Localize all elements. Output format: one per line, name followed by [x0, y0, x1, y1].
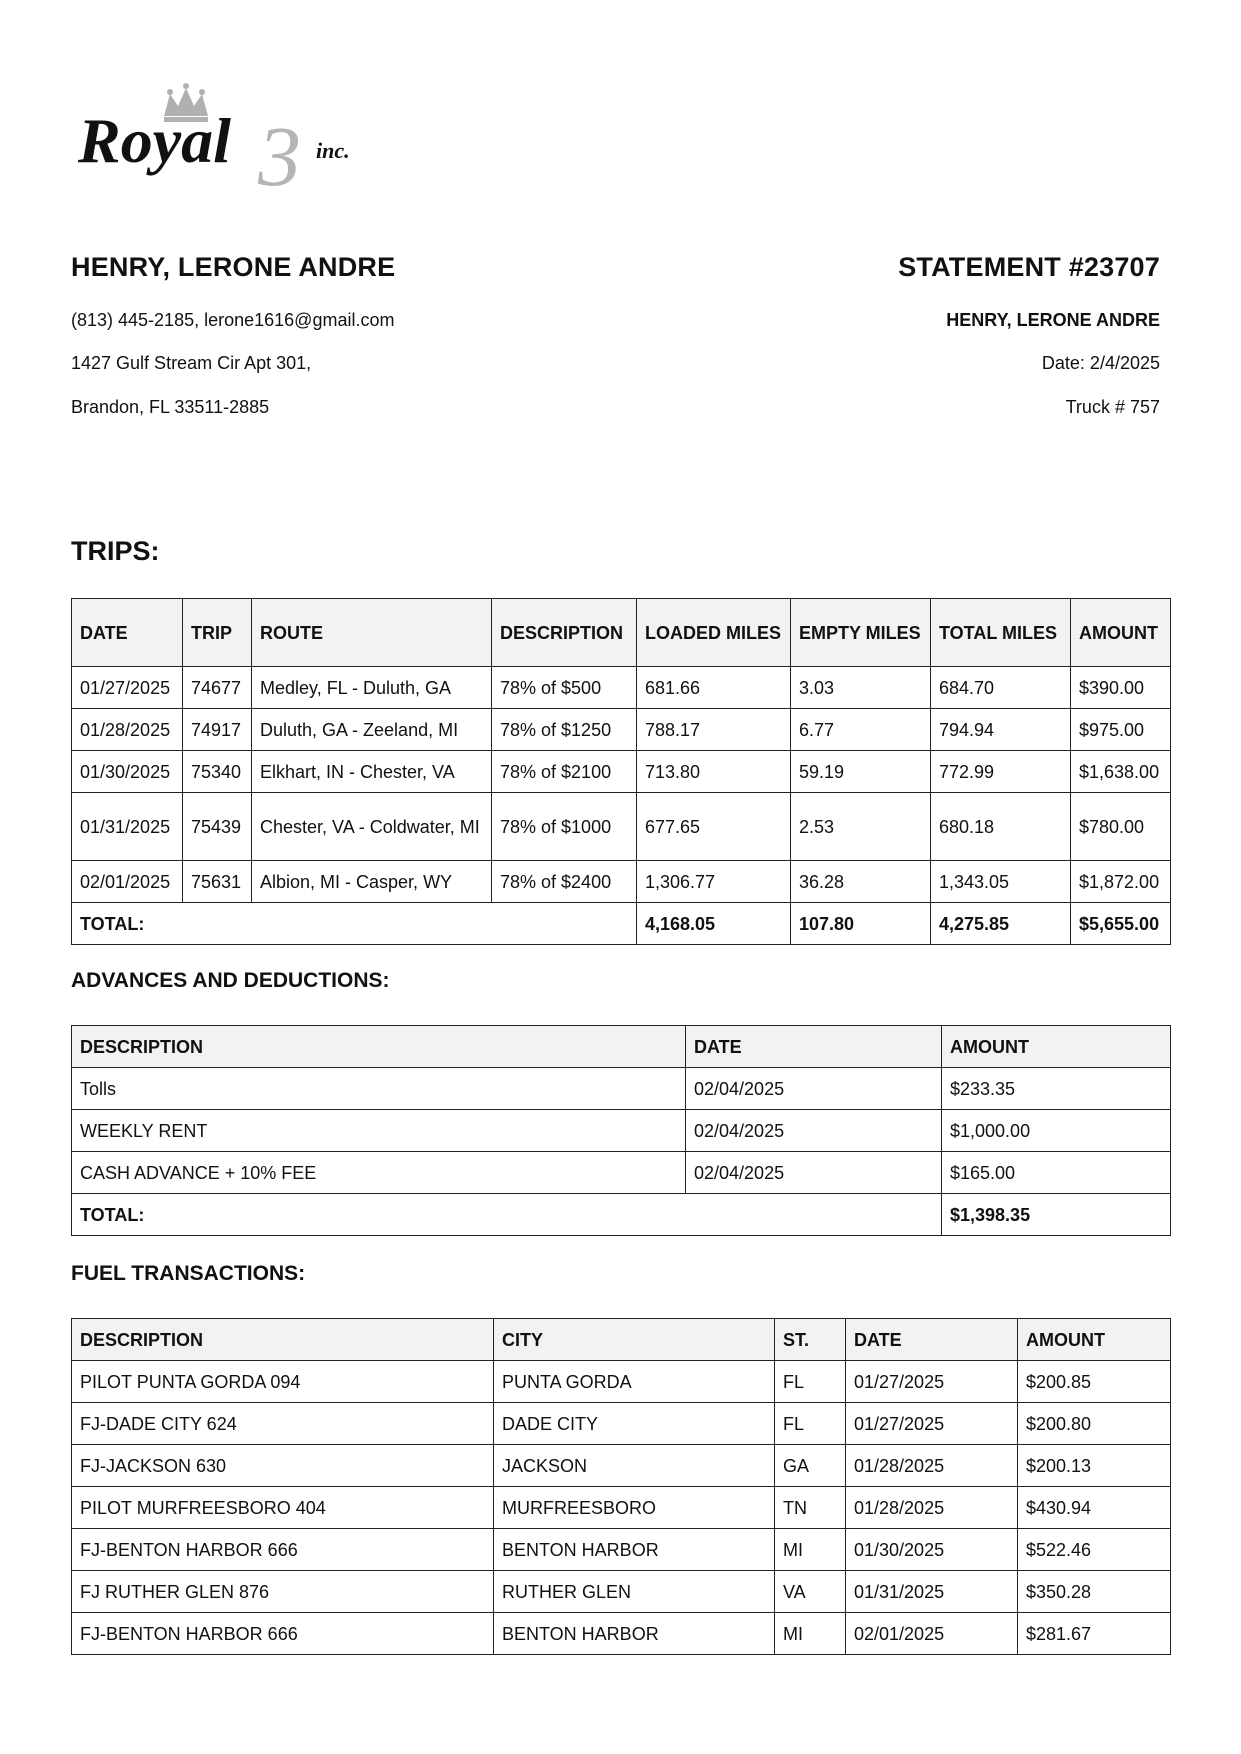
table-cell: FJ-JACKSON 630: [72, 1445, 494, 1487]
column-header: ST.: [775, 1319, 846, 1361]
table-cell: $430.94: [1018, 1487, 1171, 1529]
table-cell: FL: [775, 1361, 846, 1403]
table-cell: 01/28/2025: [846, 1445, 1018, 1487]
table-cell: 772.99: [931, 751, 1071, 793]
statement-date: Date: 2/4/2025: [1041, 353, 1160, 373]
table-cell: 713.80: [637, 751, 791, 793]
table-cell: MI: [775, 1613, 846, 1655]
table-cell: VA: [775, 1571, 846, 1613]
table-row: [72, 1445, 1171, 1487]
table-row: [72, 1110, 1171, 1152]
table-row: [72, 793, 1171, 861]
table-cell: JACKSON: [494, 1445, 775, 1487]
company-logo: [78, 80, 378, 190]
driver-name-heading: HENRY, LERONE ANDRE: [71, 252, 396, 282]
table-cell: $165.00: [942, 1152, 1171, 1194]
table-cell: 78% of $1000: [492, 793, 637, 861]
statement-driver-name: HENRY, LERONE ANDRE: [946, 310, 1160, 330]
table-row: [72, 667, 1171, 709]
fuel-header-row: [72, 1319, 1171, 1361]
table-cell: $1,872.00: [1071, 861, 1171, 903]
table-cell: 74677: [183, 667, 252, 709]
table-cell: 02/04/2025: [686, 1068, 942, 1110]
table-cell: $200.13: [1018, 1445, 1171, 1487]
column-header: DATE: [72, 599, 183, 667]
table-cell: BENTON HARBOR: [494, 1613, 775, 1655]
total-miles: 4,275.85: [931, 903, 1071, 945]
table-cell: DADE CITY: [494, 1403, 775, 1445]
table-row: [72, 1403, 1171, 1445]
table-cell: 02/04/2025: [686, 1152, 942, 1194]
fuel-section-title: FUEL TRANSACTIONS:: [71, 1262, 306, 1285]
table-cell: 02/01/2025: [72, 861, 183, 903]
table-cell: FJ-BENTON HARBOR 666: [72, 1613, 494, 1655]
table-cell: 677.65: [637, 793, 791, 861]
table-cell: 01/31/2025: [846, 1571, 1018, 1613]
table-cell: 02/01/2025: [846, 1613, 1018, 1655]
fuel-table: [71, 1318, 1171, 1655]
table-cell: FJ-DADE CITY 624: [72, 1403, 494, 1445]
table-cell: 01/27/2025: [72, 667, 183, 709]
table-cell: 1,343.05: [931, 861, 1071, 903]
table-cell: BENTON HARBOR: [494, 1529, 775, 1571]
total-amount: $1,398.35: [942, 1194, 1171, 1236]
table-cell: 75631: [183, 861, 252, 903]
table-cell: Tolls: [72, 1068, 686, 1110]
table-row: [72, 709, 1171, 751]
table-row: [72, 751, 1171, 793]
table-cell: Elkhart, IN - Chester, VA: [252, 751, 492, 793]
statement-number-heading: STATEMENT #23707: [898, 252, 1160, 282]
table-cell: FJ-BENTON HARBOR 666: [72, 1529, 494, 1571]
table-cell: Duluth, GA - Zeeland, MI: [252, 709, 492, 751]
total-amount: $5,655.00: [1071, 903, 1171, 945]
table-cell: 74917: [183, 709, 252, 751]
table-row: [72, 1529, 1171, 1571]
column-header: DATE: [686, 1026, 942, 1068]
table-cell: 3.03: [791, 667, 931, 709]
table-row: [72, 1487, 1171, 1529]
table-cell: 75439: [183, 793, 252, 861]
table-cell: 78% of $2100: [492, 751, 637, 793]
table-cell: 01/31/2025: [72, 793, 183, 861]
column-header: AMOUNT: [942, 1026, 1171, 1068]
table-cell: 794.94: [931, 709, 1071, 751]
table-cell: $522.46: [1018, 1529, 1171, 1571]
driver-contact: (813) 445-2185, lerone1616@gmail.com: [71, 310, 395, 330]
table-cell: PUNTA GORDA: [494, 1361, 775, 1403]
table-cell: $780.00: [1071, 793, 1171, 861]
table-cell: $200.80: [1018, 1403, 1171, 1445]
table-cell: Chester, VA - Coldwater, MI: [252, 793, 492, 861]
table-cell: 6.77: [791, 709, 931, 751]
table-cell: $233.35: [942, 1068, 1171, 1110]
advances-header-row: [72, 1026, 1171, 1068]
table-cell: Medley, FL - Duluth, GA: [252, 667, 492, 709]
table-cell: TN: [775, 1487, 846, 1529]
total-label: TOTAL:: [72, 903, 637, 945]
table-cell: 1,306.77: [637, 861, 791, 903]
column-header: DESCRIPTION: [492, 599, 637, 667]
advances-section-title: ADVANCES AND DEDUCTIONS:: [71, 969, 390, 992]
table-cell: CASH ADVANCE + 10% FEE: [72, 1152, 686, 1194]
table-cell: MI: [775, 1529, 846, 1571]
table-cell: MURFREESBORO: [494, 1487, 775, 1529]
table-cell: 78% of $2400: [492, 861, 637, 903]
logo-number: 3: [258, 108, 301, 190]
table-cell: PILOT PUNTA GORDA 094: [72, 1361, 494, 1403]
table-cell: 75340: [183, 751, 252, 793]
table-cell: FJ RUTHER GLEN 876: [72, 1571, 494, 1613]
table-cell: 36.28: [791, 861, 931, 903]
total-label: TOTAL:: [72, 1194, 942, 1236]
table-cell: $1,000.00: [942, 1110, 1171, 1152]
column-header: AMOUNT: [1071, 599, 1171, 667]
table-row: [72, 1152, 1171, 1194]
trips-header-row: [72, 599, 1171, 667]
table-cell: 78% of $1250: [492, 709, 637, 751]
table-cell: 59.19: [791, 751, 931, 793]
table-row: [72, 1613, 1171, 1655]
table-cell: 01/30/2025: [846, 1529, 1018, 1571]
table-cell: $1,638.00: [1071, 751, 1171, 793]
column-header: TRIP: [183, 599, 252, 667]
driver-address-line2: Brandon, FL 33511-2885: [71, 397, 270, 417]
table-cell: 78% of $500: [492, 667, 637, 709]
logo-suffix: inc.: [316, 138, 350, 163]
column-header: AMOUNT: [1018, 1319, 1171, 1361]
table-cell: 788.17: [637, 709, 791, 751]
table-cell: 2.53: [791, 793, 931, 861]
table-cell: GA: [775, 1445, 846, 1487]
table-cell: 02/04/2025: [686, 1110, 942, 1152]
table-cell: PILOT MURFREESBORO 404: [72, 1487, 494, 1529]
trips-total-row: [72, 903, 1171, 945]
table-cell: 01/28/2025: [846, 1487, 1018, 1529]
table-cell: 684.70: [931, 667, 1071, 709]
table-cell: 681.66: [637, 667, 791, 709]
column-header: DATE: [846, 1319, 1018, 1361]
table-cell: FL: [775, 1403, 846, 1445]
column-header: LOADED MILES: [637, 599, 791, 667]
table-cell: $390.00: [1071, 667, 1171, 709]
table-cell: Albion, MI - Casper, WY: [252, 861, 492, 903]
table-cell: $281.67: [1018, 1613, 1171, 1655]
column-header: TOTAL MILES: [931, 599, 1071, 667]
total-loaded-miles: 4,168.05: [637, 903, 791, 945]
table-cell: $350.28: [1018, 1571, 1171, 1613]
advances-total-row: [72, 1194, 1171, 1236]
table-cell: RUTHER GLEN: [494, 1571, 775, 1613]
column-header: DESCRIPTION: [72, 1026, 686, 1068]
table-cell: 01/27/2025: [846, 1403, 1018, 1445]
table-cell: $975.00: [1071, 709, 1171, 751]
table-row: [72, 1571, 1171, 1613]
advances-table: [71, 1025, 1171, 1236]
table-cell: WEEKLY RENT: [72, 1110, 686, 1152]
table-cell: $200.85: [1018, 1361, 1171, 1403]
table-cell: 680.18: [931, 793, 1071, 861]
truck-number: Truck # 757: [1065, 397, 1160, 417]
column-header: CITY: [494, 1319, 775, 1361]
table-row: [72, 861, 1171, 903]
column-header: EMPTY MILES: [791, 599, 931, 667]
total-empty-miles: 107.80: [791, 903, 931, 945]
table-cell: 01/27/2025: [846, 1361, 1018, 1403]
column-header: DESCRIPTION: [72, 1319, 494, 1361]
column-header: ROUTE: [252, 599, 492, 667]
table-row: [72, 1068, 1171, 1110]
table-row: [72, 1361, 1171, 1403]
trips-section-title: TRIPS:: [71, 536, 160, 566]
table-cell: 01/28/2025: [72, 709, 183, 751]
table-cell: 01/30/2025: [72, 751, 183, 793]
driver-address-line1: 1427 Gulf Stream Cir Apt 301,: [71, 353, 312, 373]
trips-table: [71, 598, 1171, 945]
logo-wordmark: Royal: [78, 105, 231, 176]
